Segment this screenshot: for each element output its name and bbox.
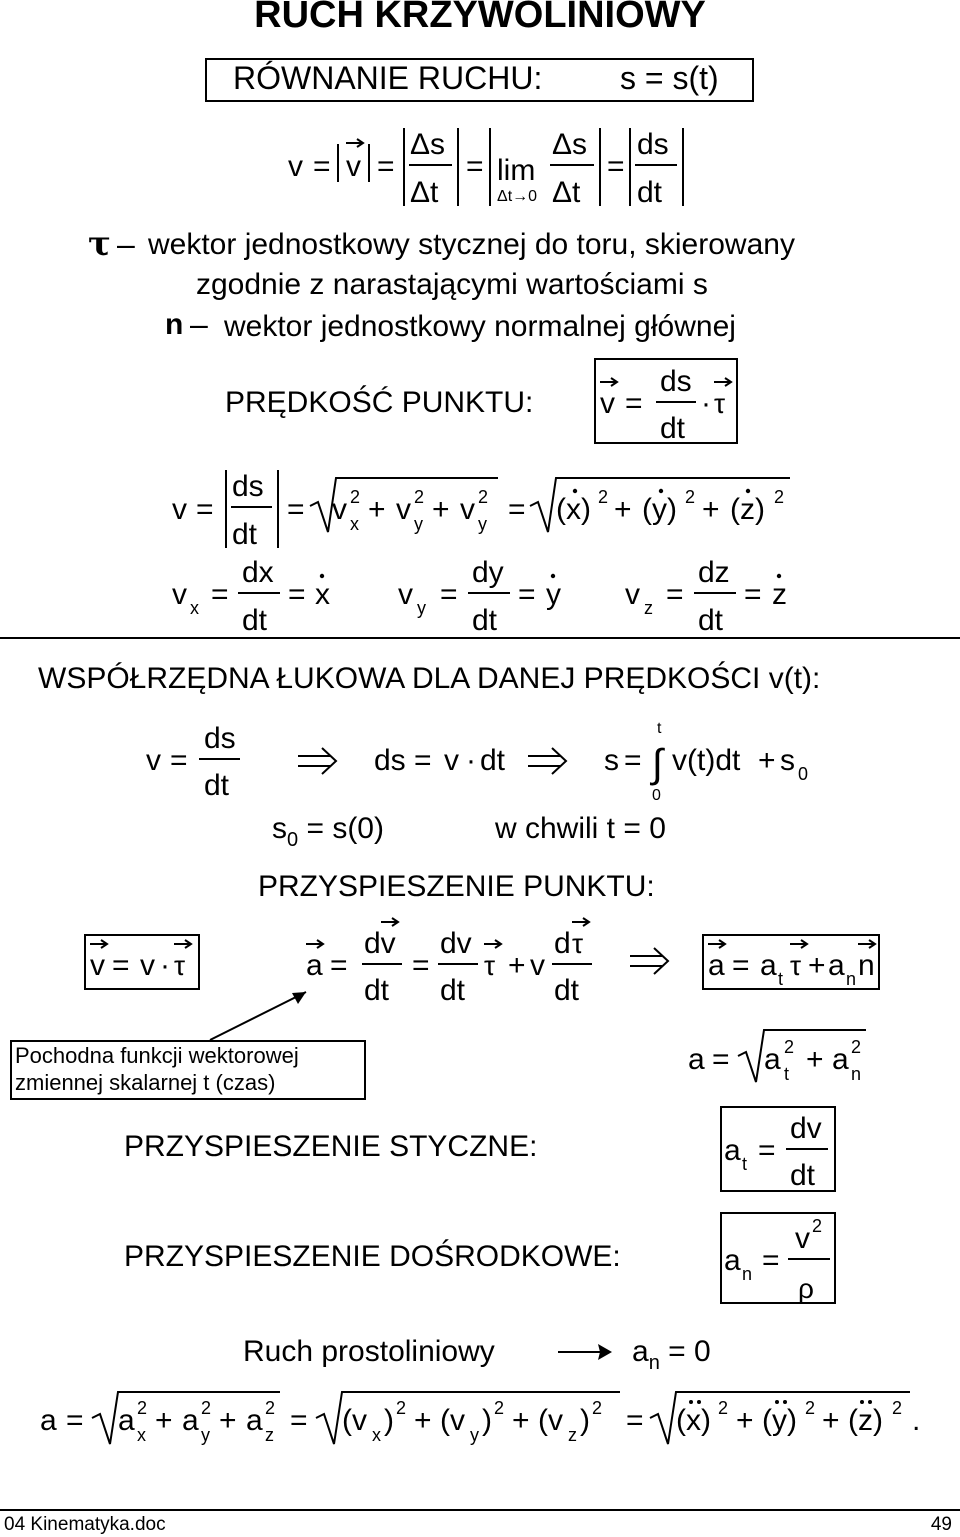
- svg-text:v: v: [398, 578, 413, 611]
- svg-text:+: +: [155, 1404, 173, 1437]
- svg-text:t: t: [742, 1154, 748, 1174]
- svg-text:·: ·: [701, 387, 711, 420]
- svg-text:x: x: [315, 578, 330, 611]
- svg-text:v: v: [288, 150, 303, 183]
- svg-text:∫: ∫: [652, 742, 663, 786]
- svg-text:(v: (v: [440, 1404, 465, 1437]
- svg-text:2: 2: [396, 1398, 407, 1418]
- svg-text:2: 2: [414, 487, 425, 507]
- svg-text:dv: dv: [364, 927, 396, 960]
- s0-value: = s(0): [298, 812, 384, 845]
- svg-text:a: a: [688, 1043, 705, 1076]
- svg-text:dt: dt: [364, 974, 390, 1007]
- note-line2: zmiennej skalarnej t (czas): [15, 1070, 276, 1095]
- svg-text:+: +: [736, 1404, 754, 1437]
- svg-text:a: a: [760, 949, 777, 982]
- rectilinear-zero: = 0: [659, 1335, 711, 1368]
- svg-text:=: =: [290, 1404, 308, 1437]
- svg-text:v(t)dt: v(t)dt: [672, 744, 741, 777]
- svg-text:τ: τ: [484, 950, 496, 981]
- svg-text:2: 2: [494, 1398, 505, 1418]
- svg-text:v: v: [600, 387, 615, 420]
- svg-text:a: a: [118, 1404, 135, 1437]
- s0-symbol: s: [272, 812, 287, 845]
- equation-of-motion-label: RÓWNANIE RUCHU:: [233, 60, 543, 96]
- svg-text:dt: dt: [242, 604, 268, 637]
- svg-text:dt: dt: [660, 412, 686, 445]
- svg-text:=: =: [518, 578, 536, 611]
- svg-text:·: ·: [160, 949, 170, 982]
- svg-text:Δs: Δs: [552, 128, 588, 161]
- n-dash: –: [190, 306, 208, 342]
- svg-text:a: a: [708, 949, 725, 982]
- svg-text:=: =: [758, 1134, 776, 1167]
- svg-text:(x): (x): [556, 493, 591, 526]
- svg-text:2: 2: [812, 1216, 823, 1236]
- svg-text:τ: τ: [572, 928, 584, 959]
- svg-text:n: n: [858, 949, 875, 982]
- svg-text:dt: dt: [204, 769, 230, 802]
- footer-divider: [0, 1509, 960, 1511]
- svg-text:dy: dy: [472, 556, 504, 589]
- tau-symbol: τ: [88, 224, 111, 264]
- svg-text:v: v: [530, 949, 545, 982]
- svg-text:=: =: [170, 744, 188, 777]
- svg-text:dt: dt: [472, 604, 498, 637]
- svg-text:+: +: [822, 1404, 840, 1437]
- svg-text:t: t: [778, 969, 784, 989]
- svg-text:dt: dt: [790, 1159, 816, 1192]
- svg-text:+: +: [758, 744, 776, 777]
- svg-text:=: =: [330, 949, 348, 982]
- svg-text:y: y: [546, 578, 561, 611]
- svg-text:dt: dt: [440, 974, 466, 1007]
- svg-text:2: 2: [851, 1037, 862, 1057]
- svg-text:v: v: [396, 493, 411, 526]
- svg-text:=: =: [196, 493, 214, 526]
- svg-text:v: v: [172, 493, 187, 526]
- svg-text:=: =: [313, 150, 331, 183]
- svg-text:2: 2: [685, 487, 696, 507]
- svg-text:.: .: [912, 1404, 921, 1437]
- arc-coordinate-heading: WSPÓŁRZĘDNA ŁUKOWA DLA DANEJ PRĘDKOŚCI v(t):: [38, 662, 821, 695]
- svg-text:z: z: [644, 598, 653, 618]
- s0-subscript: 0: [287, 829, 299, 851]
- svg-text:n: n: [742, 1264, 753, 1284]
- svg-text:=: =: [288, 578, 306, 611]
- svg-text:(z): (z): [730, 493, 765, 526]
- s0-when: w chwili t = 0: [495, 812, 666, 845]
- svg-text:v: v: [146, 744, 161, 777]
- rectilinear-a: a: [632, 1335, 649, 1368]
- svg-text:2: 2: [892, 1398, 903, 1418]
- svg-text:·: ·: [466, 744, 476, 777]
- svg-text:lim: lim: [497, 154, 536, 187]
- svg-text:a: a: [182, 1404, 199, 1437]
- svg-text:=: =: [287, 493, 305, 526]
- svg-text:Δt: Δt: [552, 176, 581, 209]
- svg-text:=: =: [666, 578, 684, 611]
- svg-text:n: n: [846, 969, 857, 989]
- note-line1: Pochodna funkcji wektorowej: [15, 1043, 299, 1068]
- svg-text:x: x: [372, 1425, 381, 1445]
- svg-text:x: x: [190, 598, 199, 618]
- svg-text:a: a: [832, 1043, 849, 1076]
- svg-text:a: a: [764, 1043, 781, 1076]
- svg-text:ds: ds: [660, 365, 692, 398]
- svg-text:a: a: [724, 1134, 741, 1167]
- svg-text:2: 2: [137, 1398, 148, 1418]
- svg-text:2: 2: [598, 487, 609, 507]
- svg-text:2: 2: [805, 1398, 816, 1418]
- svg-text:d: d: [554, 927, 571, 960]
- svg-text:2: 2: [350, 487, 361, 507]
- svg-text:ds: ds: [204, 722, 236, 755]
- svg-text:2: 2: [774, 487, 785, 507]
- svg-text:+: +: [614, 493, 632, 526]
- svg-text:dv: dv: [790, 1112, 822, 1145]
- svg-text:v: v: [625, 578, 640, 611]
- rectilinear-sub: n: [648, 1352, 660, 1374]
- equation-of-motion-formula: s = s(t): [620, 60, 719, 96]
- svg-text:=: =: [412, 949, 430, 982]
- svg-text:ds: ds: [374, 744, 406, 777]
- svg-text:a: a: [828, 949, 845, 982]
- svg-text:+: +: [414, 1404, 432, 1437]
- svg-text:v: v: [795, 1222, 810, 1255]
- svg-text:v: v: [332, 493, 347, 526]
- svg-text:v: v: [140, 949, 155, 982]
- svg-text:z: z: [772, 578, 787, 611]
- normal-label: PRZYSPIESZENIE DOŚRODKOWE:: [124, 1240, 621, 1273]
- svg-text:a: a: [40, 1404, 57, 1437]
- tau-definition-line1: wektor jednostkowy stycznej do toru, skierowany: [148, 228, 795, 261]
- svg-text:y: y: [417, 598, 426, 618]
- svg-text:Δt→0: Δt→0: [497, 188, 538, 205]
- svg-text:v: v: [444, 744, 459, 777]
- svg-text:s: s: [604, 744, 619, 777]
- svg-text:y: y: [470, 1425, 479, 1445]
- svg-text:=: =: [744, 578, 762, 611]
- svg-text:2: 2: [784, 1037, 795, 1057]
- svg-text:(x): (x): [676, 1404, 711, 1437]
- svg-text:=: =: [712, 1043, 730, 1076]
- svg-text:+: +: [702, 493, 720, 526]
- svg-text:(z): (z): [848, 1404, 883, 1437]
- svg-text:dv: dv: [440, 927, 472, 960]
- svg-text:2: 2: [478, 487, 489, 507]
- svg-text:n: n: [851, 1064, 862, 1084]
- n-symbol: n: [165, 308, 184, 341]
- svg-text:=: =: [414, 744, 432, 777]
- svg-text:s: s: [780, 744, 795, 777]
- svg-text:(y): (y): [762, 1404, 797, 1437]
- svg-text:2: 2: [265, 1398, 276, 1418]
- svg-text:(v: (v: [538, 1404, 563, 1437]
- svg-text:=: =: [762, 1244, 780, 1277]
- tangential-label: PRZYSPIESZENIE STYCZNE:: [124, 1130, 538, 1163]
- svg-text:dt: dt: [480, 744, 506, 777]
- svg-text:=: =: [626, 1404, 644, 1437]
- svg-text:(y): (y): [642, 493, 677, 526]
- svg-text:τ: τ: [174, 950, 186, 981]
- svg-text:dt: dt: [554, 974, 580, 1007]
- svg-text:v: v: [460, 493, 475, 526]
- svg-text:): ): [580, 1404, 590, 1437]
- svg-text:z: z: [568, 1425, 577, 1445]
- n-definition-line1: wektor jednostkowy normalnej głównej: [224, 310, 736, 343]
- svg-text:a: a: [246, 1404, 263, 1437]
- svg-text:+: +: [808, 949, 826, 982]
- svg-text:=: =: [625, 387, 643, 420]
- svg-text:dt: dt: [698, 604, 724, 637]
- svg-text:dz: dz: [698, 556, 730, 589]
- svg-text:τ: τ: [714, 388, 726, 419]
- svg-text:dt: dt: [232, 518, 258, 551]
- svg-text:0: 0: [798, 764, 809, 784]
- footer-page-number: 49: [930, 1514, 952, 1535]
- svg-text:Δs: Δs: [410, 128, 446, 161]
- acceleration-label: PRZYSPIESZENIE PUNKTU:: [258, 870, 655, 903]
- rectilinear-text: Ruch prostoliniowy: [243, 1335, 495, 1368]
- svg-text:+: +: [432, 493, 450, 526]
- tau-definition-line2: zgodnie z narastającymi wartościami s: [196, 268, 708, 301]
- tau-dash: –: [117, 226, 135, 262]
- svg-text:v: v: [172, 578, 187, 611]
- svg-text:): ): [482, 1404, 492, 1437]
- svg-text:ρ: ρ: [798, 1273, 814, 1304]
- svg-text:=: =: [66, 1404, 84, 1437]
- svg-text:dx: dx: [242, 556, 274, 589]
- svg-text:=: =: [440, 578, 458, 611]
- svg-text:x: x: [350, 514, 359, 534]
- svg-text:2: 2: [592, 1398, 603, 1418]
- svg-text:y: y: [478, 514, 487, 534]
- svg-text:=: =: [732, 949, 750, 982]
- svg-text:2: 2: [201, 1398, 212, 1418]
- svg-text:a: a: [724, 1244, 741, 1277]
- svg-text:v: v: [90, 949, 105, 982]
- svg-text:y: y: [414, 514, 423, 534]
- velocity-label: PRĘDKOŚĆ PUNKTU:: [225, 386, 534, 419]
- svg-text:+: +: [512, 1404, 530, 1437]
- svg-text:+: +: [368, 493, 386, 526]
- svg-text:=: =: [607, 150, 625, 183]
- svg-text:(v: (v: [342, 1404, 367, 1437]
- svg-text:=: =: [377, 150, 395, 183]
- svg-text:t: t: [657, 720, 662, 737]
- svg-text:t: t: [784, 1064, 790, 1084]
- svg-text:2: 2: [718, 1398, 729, 1418]
- svg-text:0: 0: [652, 787, 661, 804]
- svg-text:ds: ds: [637, 128, 669, 161]
- svg-text:=: =: [112, 949, 130, 982]
- svg-text:z: z: [265, 1425, 274, 1445]
- svg-text:=: =: [466, 150, 484, 183]
- page-title: RUCH KRZYWOLINIOWY: [254, 0, 706, 36]
- svg-text:+: +: [508, 949, 526, 982]
- svg-text:=: =: [211, 578, 229, 611]
- footer-filename: 04 Kinematyka.doc: [4, 1514, 166, 1535]
- svg-text:=: =: [508, 493, 526, 526]
- svg-text:+: +: [219, 1404, 237, 1437]
- svg-text:+: +: [806, 1043, 824, 1076]
- svg-text:x: x: [137, 1425, 146, 1445]
- svg-text:a: a: [306, 949, 323, 982]
- svg-text:Δt: Δt: [410, 176, 439, 209]
- svg-text:v: v: [346, 150, 361, 183]
- svg-text:y: y: [201, 1425, 210, 1445]
- svg-text:): ): [384, 1404, 394, 1437]
- svg-text:ds: ds: [232, 470, 264, 503]
- svg-text:τ: τ: [790, 950, 802, 981]
- svg-text:dt: dt: [637, 176, 663, 209]
- svg-text:=: =: [624, 744, 642, 777]
